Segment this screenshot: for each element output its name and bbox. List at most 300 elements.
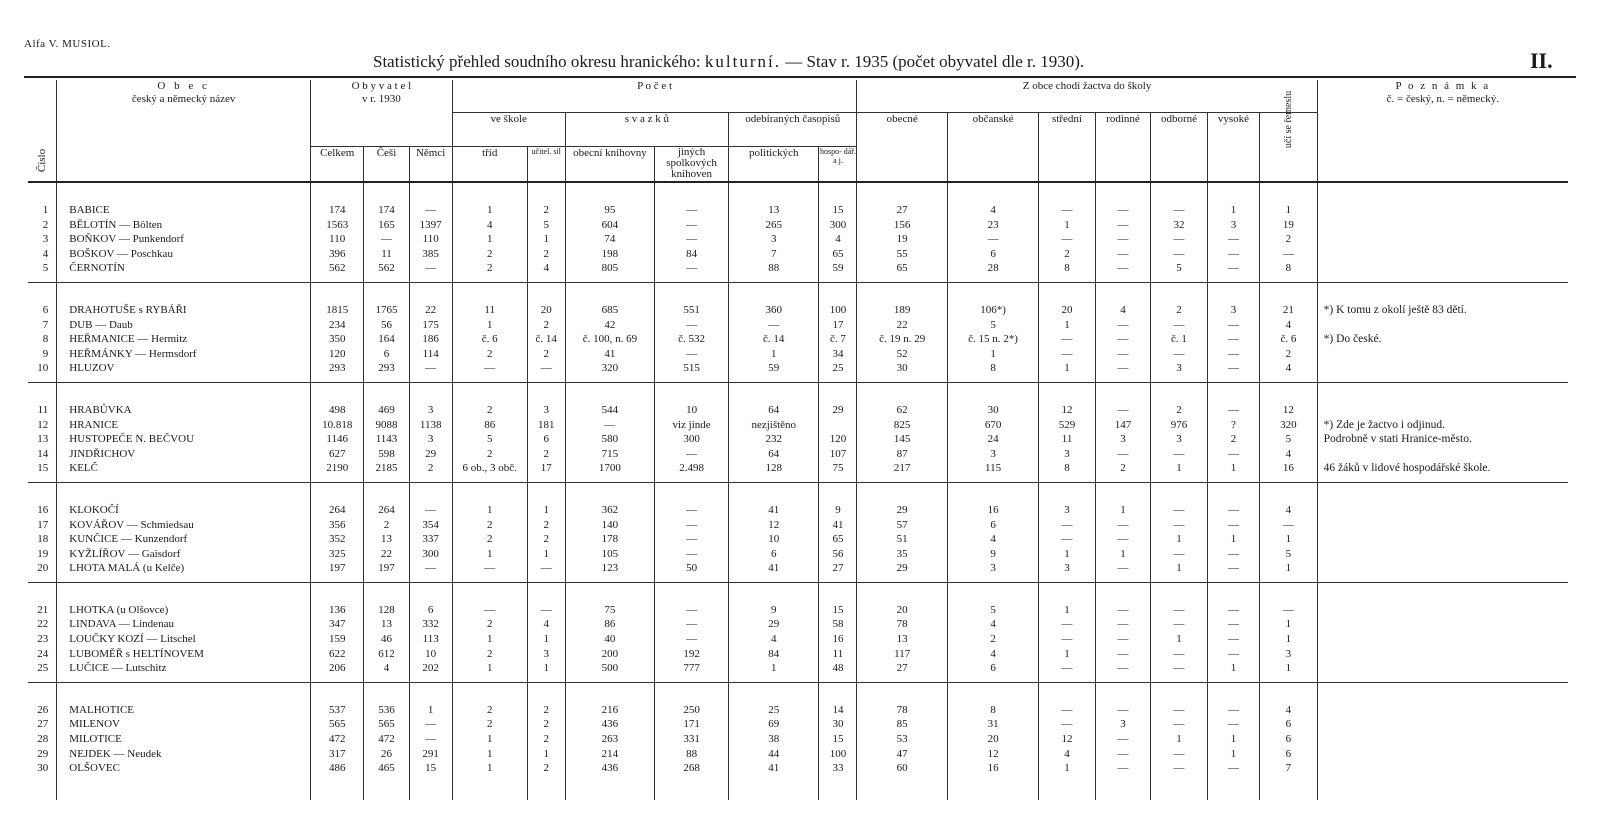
value: 17: [832, 318, 844, 331]
value: 156: [893, 218, 911, 231]
cell-trid: [452, 582, 527, 682]
value: 51: [896, 533, 908, 546]
value: 12: [987, 747, 999, 760]
cell-stredni: [1039, 382, 1096, 482]
value: 6: [990, 247, 996, 260]
obyvatel-sublabel: v r. 1930: [361, 93, 401, 105]
value: 2: [486, 533, 493, 546]
value: 580: [601, 433, 619, 446]
value: 1: [486, 503, 493, 516]
num: 8: [42, 333, 49, 346]
col-obyvatel: [310, 80, 452, 146]
value: —: [1173, 547, 1185, 560]
value: 604: [601, 218, 619, 231]
value: 174: [328, 204, 346, 216]
value: 1: [1230, 662, 1237, 675]
value: 2: [486, 447, 493, 460]
value: 38: [768, 733, 780, 746]
num: 23: [37, 633, 49, 646]
value: 88: [686, 747, 698, 760]
value: 29: [425, 447, 437, 460]
value: 9: [990, 547, 996, 560]
value: 2: [1230, 433, 1237, 446]
value: 551: [683, 303, 700, 316]
cell-cesi: [364, 282, 409, 382]
col-cislo: [28, 80, 57, 182]
value: 4: [486, 218, 493, 231]
value: 1815: [326, 303, 349, 316]
value: —: [686, 204, 698, 216]
cell-uci: [1260, 482, 1318, 582]
value: 9088: [375, 418, 398, 431]
value: 19: [896, 233, 908, 246]
col-pocet: [452, 80, 857, 112]
value: 41: [768, 762, 780, 775]
cell-obec: [57, 182, 311, 282]
value: 3: [543, 403, 549, 416]
num: 11: [37, 403, 49, 416]
obec-name: DRAHOTUŠE s RYBÁŘI: [69, 303, 187, 316]
value: 136: [328, 603, 346, 616]
cell-obecne: [857, 582, 947, 682]
value: 1: [770, 347, 777, 360]
value: 11: [832, 647, 844, 660]
col-svazku: [565, 112, 728, 146]
value: 58: [832, 618, 844, 631]
value: 128: [378, 603, 395, 616]
value: 3: [543, 647, 549, 660]
value: 4: [990, 647, 996, 660]
value: 1: [1064, 647, 1070, 660]
value: —: [686, 218, 698, 231]
value: 8: [1064, 462, 1070, 475]
cell-hosp: [819, 282, 857, 382]
cell-odborne: [1151, 282, 1208, 382]
cell-jinych: [655, 682, 729, 800]
value: 12: [1061, 403, 1073, 416]
cell-nemci: [409, 582, 452, 682]
value: —: [1173, 703, 1185, 716]
value: 192: [683, 647, 700, 660]
col-nemci: [409, 146, 452, 182]
obecni-label: obecní knihovny: [573, 146, 647, 159]
value: 1: [486, 633, 493, 646]
cell-stredni: [1039, 682, 1096, 800]
value: 197: [328, 562, 346, 575]
cell-obcanske: [947, 482, 1038, 582]
value: 2: [543, 533, 549, 546]
value: 825: [893, 418, 911, 431]
cell-obec: [57, 682, 311, 800]
value: —: [686, 518, 698, 531]
cell-polit: [729, 482, 819, 582]
col-celkem: [310, 146, 363, 182]
obec-name: LHOTA MALÁ (u Kelče): [69, 562, 185, 575]
note: [1324, 717, 1568, 732]
value: 60: [896, 762, 908, 775]
value: 171: [683, 718, 700, 731]
value: —: [1117, 362, 1129, 375]
col-stredni: [1039, 112, 1096, 182]
value: č. 14: [535, 333, 557, 346]
cell-obec: [57, 382, 311, 482]
value: —: [1061, 718, 1073, 731]
cell-trid: [452, 282, 527, 382]
value: —: [1227, 603, 1239, 616]
obec-name: HEŘMANICE — Hermitz: [69, 333, 188, 346]
value: 562: [378, 262, 395, 275]
note: [1324, 518, 1568, 533]
value: —: [1227, 247, 1239, 260]
statistics-table: [28, 80, 1568, 800]
cell-jinych: [655, 482, 729, 582]
value: 11: [484, 303, 496, 316]
value: 352: [328, 533, 346, 546]
value: nezjištěno: [751, 418, 797, 431]
value: 34: [832, 347, 844, 360]
cell-trid: [452, 382, 527, 482]
value: —: [1061, 662, 1073, 675]
value: 107: [829, 447, 847, 460]
page-title: [373, 52, 1084, 72]
value: 110: [329, 233, 346, 246]
value: 1143: [375, 433, 398, 446]
num: 25: [37, 662, 49, 675]
cell-poznamka: [1317, 182, 1568, 282]
odebiranych-label: odebíraných časopisů: [745, 112, 841, 125]
value: 1: [486, 318, 493, 331]
value: 2: [486, 262, 493, 275]
value: 5: [1176, 262, 1182, 275]
value: 5: [543, 218, 549, 231]
value: 1: [486, 662, 493, 675]
value: 337: [422, 533, 439, 546]
value: 28: [987, 262, 999, 275]
value: 6 ob., 3 obč.: [462, 462, 517, 475]
value: 217: [893, 462, 911, 475]
value: —: [1173, 447, 1185, 460]
value: 197: [378, 562, 395, 575]
value: 1397: [419, 218, 442, 231]
num: 29: [37, 747, 49, 760]
obec-sublabel: český a německý název: [131, 93, 236, 105]
note: [1324, 603, 1568, 618]
value: 250: [683, 703, 700, 716]
section-number: II.: [1530, 48, 1553, 73]
col-odebiranych: [729, 112, 857, 146]
value: 4: [990, 618, 996, 631]
value: 2: [486, 518, 493, 531]
value: 1563: [326, 218, 349, 231]
obcanske-label: občanské: [972, 112, 1014, 125]
cell-odborne: [1151, 682, 1208, 800]
value: 1: [1064, 547, 1070, 560]
value: 32: [1173, 218, 1185, 231]
cell-odborne: [1151, 182, 1208, 282]
value: 41: [832, 518, 844, 531]
value: —: [604, 418, 616, 431]
cell-vysoke: [1207, 282, 1259, 382]
value: —: [1117, 262, 1129, 275]
value: 4: [1285, 703, 1292, 716]
note: [1324, 732, 1568, 747]
value: 65: [832, 533, 844, 546]
cell-obecni: [565, 182, 654, 282]
num: 16: [37, 503, 49, 516]
value: 11: [1061, 433, 1073, 446]
trid-label: tříd: [482, 146, 498, 159]
value: 1700: [598, 462, 621, 475]
value: —: [425, 204, 437, 216]
value: 1: [486, 733, 493, 746]
cell-trid: [452, 682, 527, 800]
value: 2: [1176, 303, 1182, 316]
value: 2: [543, 318, 549, 331]
cell-obcanske: [947, 582, 1038, 682]
value: 15: [425, 762, 437, 775]
value: 5: [486, 433, 493, 446]
value: 10: [686, 403, 698, 416]
value: 3: [1285, 647, 1292, 660]
value: 186: [422, 333, 439, 346]
value: 50: [686, 562, 698, 575]
note: [1324, 247, 1568, 262]
value: 320: [1280, 418, 1297, 431]
value: 16: [832, 633, 844, 646]
value: 10.818: [322, 418, 353, 431]
value: —: [1117, 533, 1129, 546]
value: 14: [832, 703, 844, 716]
value: 85: [896, 718, 908, 731]
cell-rodinne: [1095, 682, 1150, 800]
note: 46 žáků v lidové hospodářské škole.: [1323, 462, 1491, 475]
value: 1: [1064, 762, 1070, 775]
value: 25: [832, 362, 844, 375]
value: 59: [832, 262, 844, 275]
cell-vysoke: [1207, 382, 1259, 482]
value: 612: [378, 647, 395, 660]
value: 264: [328, 503, 346, 516]
cell-ucitel: [527, 682, 565, 800]
value: 56: [832, 547, 844, 560]
value: 120: [829, 433, 847, 446]
value: 4: [990, 204, 996, 216]
value: 4: [1285, 503, 1292, 516]
value: 1: [486, 762, 493, 775]
value: 48: [832, 662, 844, 675]
note: [1324, 347, 1568, 362]
value: 6: [1285, 733, 1292, 746]
value: 1: [486, 747, 493, 760]
value: 2185: [375, 462, 398, 475]
cell-poznamka: [1317, 282, 1568, 382]
title-part-spaced: kulturní.: [704, 52, 782, 71]
value: 685: [601, 303, 619, 316]
num: 5: [42, 262, 49, 275]
cell-poznamka: [1317, 482, 1568, 582]
value: —: [1227, 518, 1239, 531]
cell-hosp: [819, 582, 857, 682]
value: 175: [422, 318, 439, 331]
cell-celkem: [310, 582, 363, 682]
value: 3: [1064, 503, 1070, 516]
value: —: [1227, 347, 1239, 360]
value: —: [1117, 618, 1129, 631]
value: 87: [896, 447, 908, 460]
value: —: [1117, 703, 1129, 716]
value: —: [1227, 233, 1239, 246]
num: 26: [37, 703, 49, 716]
note: *) K tomu z okolí ještě 83 dětí.: [1323, 303, 1467, 316]
value: 3: [427, 433, 434, 446]
value: 23: [987, 218, 999, 231]
value: —: [380, 233, 392, 246]
value: 805: [601, 262, 619, 275]
value: 2: [543, 347, 549, 360]
value: 1: [1285, 618, 1292, 631]
num: 28: [37, 733, 49, 746]
note: [1324, 761, 1568, 776]
value: 75: [604, 603, 616, 616]
pocet-label: P o č e t: [637, 80, 673, 92]
col-uci-se: [1260, 90, 1318, 182]
value: 64: [768, 403, 780, 416]
value: 300: [683, 433, 700, 446]
nemci-label: Němci: [415, 146, 446, 159]
value: 8: [990, 703, 996, 716]
cell-obecne: [857, 682, 947, 800]
value: 128: [765, 462, 782, 475]
value: —: [1227, 762, 1239, 775]
cell-obecne: [857, 382, 947, 482]
value: 216: [601, 703, 619, 716]
value: 2: [383, 518, 390, 531]
value: 3: [770, 233, 777, 246]
value: 16: [1282, 462, 1294, 475]
celkem-label: Celkem: [320, 146, 355, 159]
num: 15: [37, 462, 49, 475]
value: 385: [422, 247, 439, 260]
value: —: [1117, 318, 1129, 331]
col-ve-skole: [452, 112, 565, 146]
value: 114: [422, 347, 439, 360]
value: 65: [896, 262, 908, 275]
cell-poznamka: [1317, 382, 1568, 482]
value: 20: [540, 303, 552, 316]
author-name: Alfa V. MUSIOL.: [24, 38, 111, 50]
value: 291: [422, 747, 439, 760]
obec-name: ČERNOTÍN: [69, 262, 125, 275]
value: 1: [1176, 633, 1182, 646]
note: [1324, 561, 1568, 576]
value: 1765: [375, 303, 398, 316]
obec-name: OLŠOVEC: [69, 762, 120, 775]
cell-rodinne: [1095, 382, 1150, 482]
cell-obecne: [857, 482, 947, 582]
value: 117: [894, 647, 911, 660]
value: 2: [486, 718, 493, 731]
value: 2: [486, 618, 493, 631]
num: 6: [42, 303, 49, 316]
cell-vysoke: [1207, 482, 1259, 582]
value: —: [540, 603, 552, 616]
obec-name: HLUZOV: [69, 362, 115, 375]
value: 10: [768, 533, 780, 546]
cell-nemci: [409, 482, 452, 582]
value: 354: [422, 518, 439, 531]
value: 12: [1282, 403, 1294, 416]
col-vysoke: [1207, 112, 1259, 182]
value: 1: [543, 233, 549, 246]
value: —: [540, 562, 552, 575]
jinych-label: jiných spolkových knihoven: [666, 145, 717, 180]
value: —: [1117, 218, 1129, 231]
cell-cislo: [28, 682, 57, 800]
value: 13: [380, 533, 392, 546]
value: 4: [383, 662, 390, 675]
cell-rodinne: [1095, 482, 1150, 582]
value: —: [425, 503, 437, 516]
value: 55: [896, 247, 908, 260]
uci-se-label: učí se řemeslu: [1283, 90, 1295, 148]
cell-trid: [452, 482, 527, 582]
value: 3: [427, 403, 434, 416]
obec-name: HEŘMÁNKY — Hermsdorf: [69, 347, 197, 360]
value: 1: [1176, 462, 1182, 475]
cell-obecni: [565, 682, 654, 800]
value: —: [425, 562, 437, 575]
value: —: [1061, 703, 1073, 716]
value: 12: [1061, 733, 1073, 746]
value: —: [1061, 204, 1073, 216]
value: 26: [380, 747, 392, 760]
cell-cislo: [28, 482, 57, 582]
num: 4: [42, 247, 49, 260]
value: 11: [381, 247, 392, 260]
value: —: [1117, 662, 1129, 675]
cell-odborne: [1151, 382, 1208, 482]
obec-name: LUČICE — Lutschitz: [69, 662, 167, 675]
value: 1146: [326, 433, 348, 446]
cislo-label: Číslo: [35, 148, 48, 173]
cell-uci: [1260, 682, 1318, 800]
value: 17: [540, 462, 552, 475]
value: 4: [543, 618, 549, 631]
value: 25: [768, 703, 780, 716]
cell-jinych: [655, 582, 729, 682]
value: 2.498: [679, 462, 704, 475]
svazku-label: s v a z k ů: [624, 112, 670, 125]
value: 622: [328, 647, 346, 660]
value: 206: [328, 662, 346, 675]
obec-name: LUBOMĚŘ s HELTÍNOVEM: [69, 647, 204, 660]
value: 515: [683, 362, 700, 375]
value: —: [1173, 233, 1185, 246]
value: 84: [768, 647, 780, 660]
value: 6: [1285, 747, 1292, 760]
poznamka-sublabel: č. = český, n. = německý.: [1386, 93, 1499, 105]
note: [1324, 203, 1568, 218]
value: 46: [380, 633, 392, 646]
value: —: [1117, 447, 1129, 460]
value: 4: [990, 533, 996, 546]
obec-name: HRABŮVKA: [69, 403, 132, 416]
value: 1: [1285, 533, 1292, 546]
value: —: [1227, 562, 1239, 575]
value: 41: [768, 503, 780, 516]
value: 15: [832, 733, 844, 746]
politickych-label: politických: [748, 146, 799, 159]
